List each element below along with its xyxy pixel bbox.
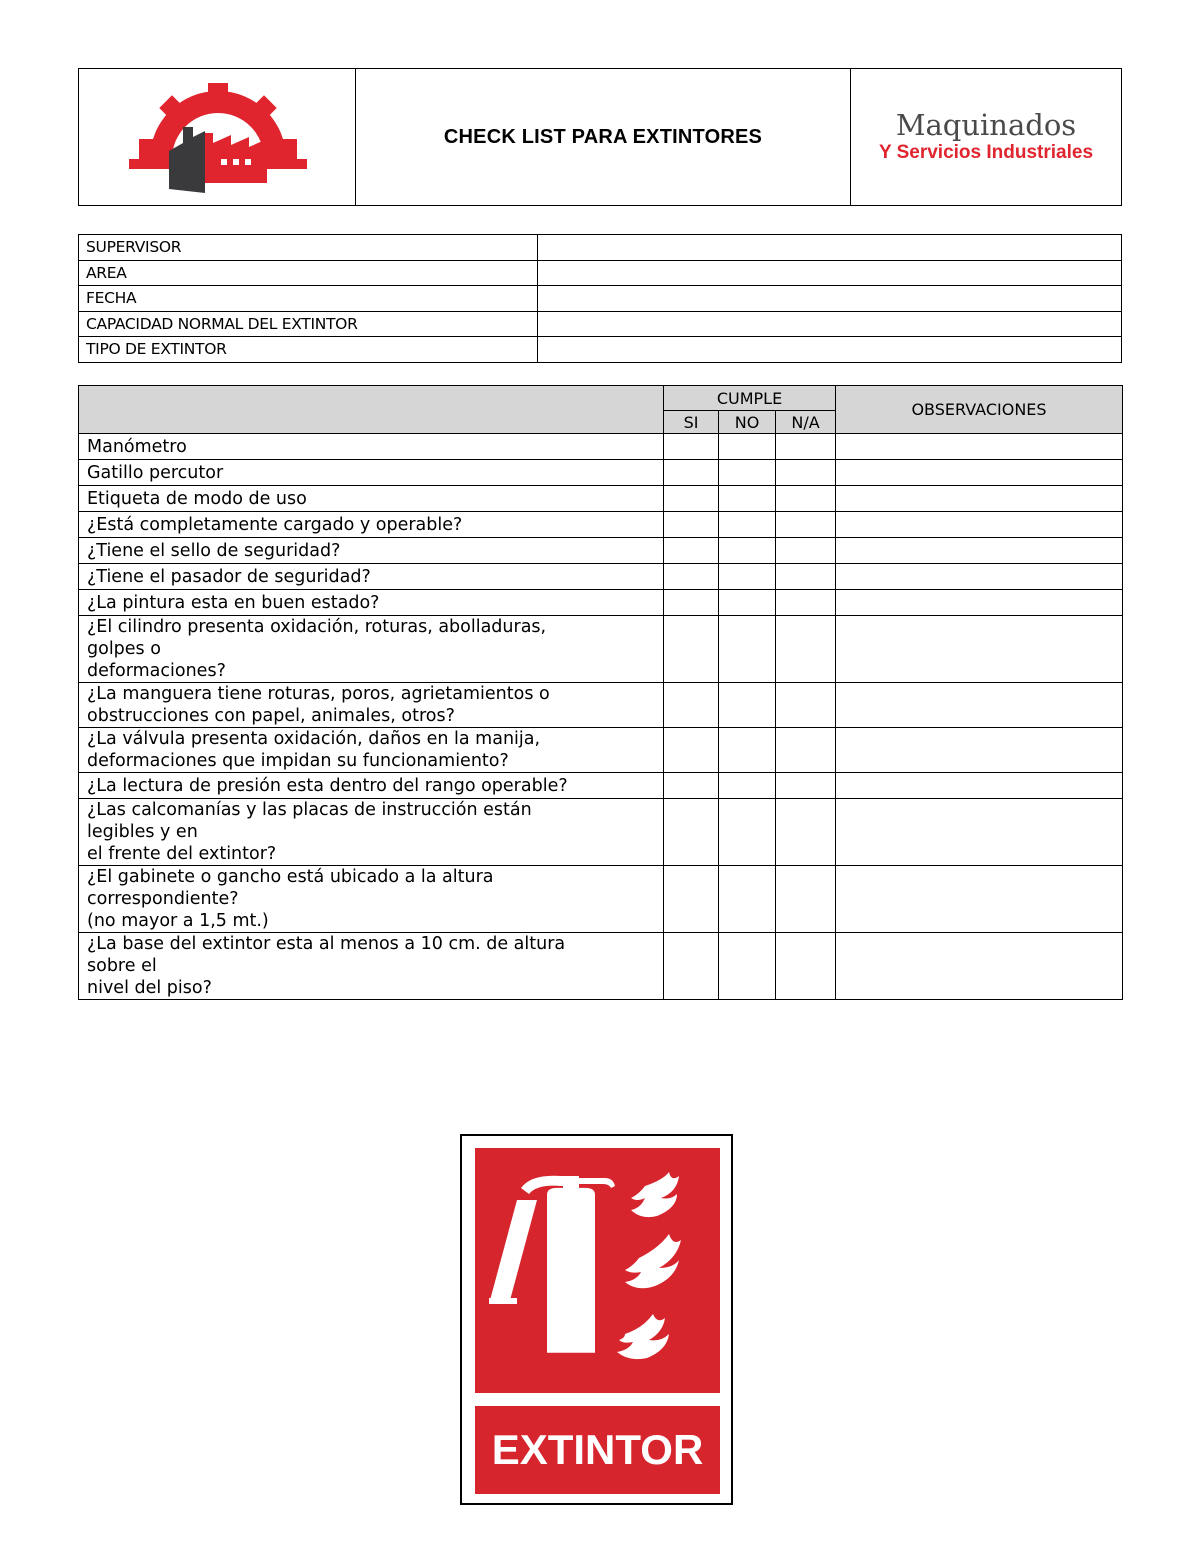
checklist-row [79,590,1123,616]
checklist-item-label [79,538,664,564]
observaciones-cell[interactable] [836,538,1123,564]
no-cell[interactable] [719,538,776,564]
checklist-row [79,773,1123,799]
na-header: N/A [776,411,836,434]
checklist-item-line: Etiqueta de modo de uso [87,488,307,509]
checklist-item-label [79,590,664,616]
checklist-item-line: ¿La válvula presenta oxidación, daños en la manija, [87,729,541,749]
info-label: FECHA [79,286,538,312]
checklist-header-row [79,386,1123,411]
extintor-sign [460,1134,733,1505]
no-cell[interactable] [719,728,776,773]
checklist-body [79,434,1123,1000]
no-cell[interactable] [719,460,776,486]
brand-name: Maquinados [895,108,1077,142]
info-label: AREA [79,260,538,286]
checklist-item-line: ¿La pintura esta en buen estado? [87,592,380,613]
observaciones-cell[interactable] [836,616,1123,683]
checklist-row [79,728,1123,773]
item-column-header [79,386,664,434]
observaciones-cell[interactable] [836,434,1123,460]
observaciones-cell[interactable] [836,933,1123,1000]
checklist-item-label [79,486,664,512]
info-row-capacidad [79,311,1122,337]
checklist-item-line: deformaciones que impidan su funcionamiento? [87,751,509,771]
brand-subtitle: Y Servicios Industriales [878,142,1094,163]
si-header: SI [664,411,719,434]
info-row-fecha [79,286,1122,312]
observaciones-cell[interactable] [836,728,1123,773]
checklist-item-label [79,728,664,773]
checklist-item-label [79,616,664,683]
no-cell[interactable] [719,866,776,933]
observaciones-cell[interactable] [836,799,1123,866]
checklist-item-line: golpes o [87,639,161,659]
info-label: CAPACIDAD NORMAL DEL EXTINTOR [79,311,538,337]
brand-cell [851,69,1121,205]
checklist-item-line: ¿Está completamente cargado y operable? [87,514,463,535]
logo-cell [79,69,356,205]
na-cell[interactable] [776,616,836,683]
na-cell[interactable] [776,933,836,1000]
checklist-item-label [79,460,664,486]
checklist-item-label [79,773,664,799]
no-cell[interactable] [719,434,776,460]
si-cell[interactable] [664,866,719,933]
document-header [78,68,1122,206]
title-cell [356,69,851,205]
checklist-item-label [79,434,664,460]
checklist-item-line: (no mayor a 1,5 mt.) [87,911,269,931]
checklist-item-line: deformaciones? [87,661,226,681]
no-cell[interactable] [719,564,776,590]
no-cell[interactable] [719,590,776,616]
info-row-area [79,260,1122,286]
sign-label: EXTINTOR [491,1426,704,1473]
capacidad-field[interactable] [538,311,1122,337]
observaciones-cell[interactable] [836,683,1123,728]
factory-gear-logo-icon [123,81,313,193]
checklist-item-line: ¿La lectura de presión esta dentro del rango operable? [87,775,568,796]
checklist-row [79,683,1123,728]
checklist-row [79,460,1123,486]
no-cell[interactable] [719,933,776,1000]
si-cell[interactable] [664,590,719,616]
no-cell[interactable] [719,486,776,512]
checklist-item-line: nivel del piso? [87,978,212,998]
si-cell[interactable] [664,799,719,866]
info-label: SUPERVISOR [79,235,538,261]
checklist-item-line: ¿La base del extintor esta al menos a 10 cm. de altura [87,934,566,954]
checklist-row [79,616,1123,683]
checklist-item-line: ¿La manguera tiene roturas, poros, agrietamientos o [87,684,550,704]
na-cell[interactable] [776,728,836,773]
checklist-row [79,434,1123,460]
checklist-row [79,486,1123,512]
checklist-item-line: ¿El cilindro presenta oxidación, roturas, abolladuras, [87,617,547,637]
observaciones-cell[interactable] [836,564,1123,590]
observaciones-cell[interactable] [836,866,1123,933]
na-cell[interactable] [776,460,836,486]
checklist-item-label [79,564,664,590]
info-row-supervisor [79,235,1122,261]
checklist-item-label [79,512,664,538]
no-cell[interactable] [719,512,776,538]
checklist-item-line: Gatillo percutor [87,462,224,483]
si-cell[interactable] [664,538,719,564]
si-cell[interactable] [664,434,719,460]
sign-label-panel [475,1406,720,1494]
checklist-row [79,933,1123,1000]
observaciones-header: OBSERVACIONES [836,386,1123,434]
info-table [78,234,1122,363]
checklist-item-line: ¿Las calcomanías y las placas de instrucción están [87,800,532,820]
si-cell[interactable] [664,683,719,728]
area-field[interactable] [538,260,1122,286]
si-cell[interactable] [664,564,719,590]
na-cell[interactable] [776,799,836,866]
observaciones-cell[interactable] [836,512,1123,538]
info-label: TIPO DE EXTINTOR [79,337,538,363]
observaciones-cell[interactable] [836,773,1123,799]
no-cell[interactable] [719,773,776,799]
checklist-row [79,538,1123,564]
na-cell[interactable] [776,866,836,933]
checklist-row [79,512,1123,538]
si-cell[interactable] [664,486,719,512]
checklist-row [79,866,1123,933]
checklist-item-line: el frente del extintor? [87,844,277,864]
si-cell[interactable] [664,616,719,683]
tipo-field[interactable] [538,337,1122,363]
si-cell[interactable] [664,773,719,799]
checklist-item-line: ¿Tiene el sello de seguridad? [87,540,341,561]
checklist-item-label [79,683,664,728]
checklist-item-label [79,933,664,1000]
no-header: NO [719,411,776,434]
fire-extinguisher-icon [475,1148,720,1393]
observaciones-cell[interactable] [836,590,1123,616]
si-cell[interactable] [664,512,719,538]
checklist-item-label [79,866,664,933]
si-cell[interactable] [664,460,719,486]
checklist-item-line: ¿El gabinete o gancho está ubicado a la altura [87,867,494,887]
na-cell[interactable] [776,590,836,616]
supervisor-field[interactable] [538,235,1122,261]
no-cell[interactable] [719,616,776,683]
na-cell[interactable] [776,564,836,590]
fecha-field[interactable] [538,286,1122,312]
observaciones-cell[interactable] [836,460,1123,486]
na-cell[interactable] [776,486,836,512]
si-cell[interactable] [664,933,719,1000]
checklist-item-label [79,799,664,866]
sign-pictogram-panel [475,1148,720,1393]
checklist-item-line: legibles y en [87,822,198,842]
na-cell[interactable] [776,512,836,538]
checklist-item-line: sobre el [87,956,157,976]
na-cell[interactable] [776,773,836,799]
no-cell[interactable] [719,683,776,728]
na-cell[interactable] [776,434,836,460]
si-cell[interactable] [664,728,719,773]
info-row-tipo [79,337,1122,363]
checklist-table [78,385,1123,1000]
na-cell[interactable] [776,538,836,564]
cumple-header: CUMPLE [664,386,836,411]
observaciones-cell[interactable] [836,486,1123,512]
checklist-item-line: obstrucciones con papel, animales, otros? [87,706,455,726]
checklist-row [79,799,1123,866]
checklist-item-line: correspondiente? [87,889,239,909]
document-title: CHECK LIST PARA EXTINTORES [443,125,763,148]
checklist-item-line: Manómetro [87,436,187,457]
no-cell[interactable] [719,799,776,866]
checklist-row [79,564,1123,590]
na-cell[interactable] [776,683,836,728]
checklist-item-line: ¿Tiene el pasador de seguridad? [87,566,371,587]
